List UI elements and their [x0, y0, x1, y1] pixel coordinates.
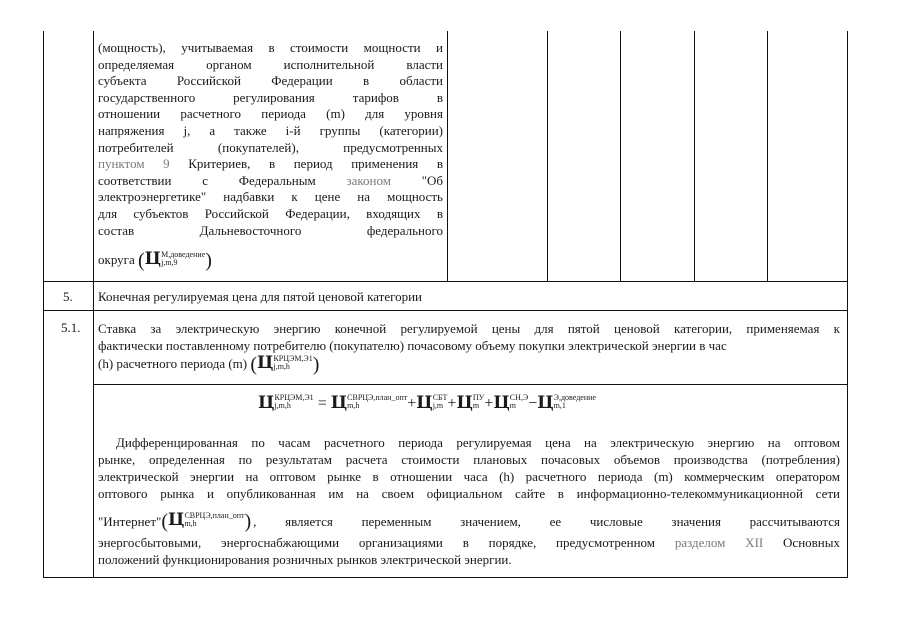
text-fragment: Дифференцированная по часам расчетного периода регулируемая цена на электрическую энергию на оптовом	[116, 435, 840, 450]
text-line: для субъектов Российской Федерации, входящих в	[98, 205, 443, 221]
formula-superscript: М,доведение	[161, 250, 206, 260]
text-fragment: (h) расчетного периода (m)	[98, 356, 248, 371]
link-razdel-xii[interactable]: разделом XII	[674, 535, 764, 550]
formula-superscript: СН,Э	[509, 393, 529, 403]
col-divider-number	[93, 31, 94, 578]
col-divider-1	[447, 31, 448, 281]
row-divider-3	[93, 384, 848, 385]
formula-symbol: Ц	[144, 249, 162, 269]
top-row-description	[98, 40, 443, 239]
text-fragment: Основных	[783, 535, 840, 550]
text-line: оптового рынка и опубликованная им на своем официальном сайте в информационно-телекоммуникационной сети	[98, 486, 840, 501]
row-formula-line	[98, 353, 319, 377]
main-formula	[258, 393, 596, 413]
row-title: Конечная регулируемая цена для пятой ценовой категории	[98, 289, 423, 304]
table-bottom-border	[43, 577, 848, 578]
row-number: 5.1.	[61, 320, 81, 335]
formula-indices	[554, 394, 596, 410]
formula-subscript: j,m,9	[161, 258, 178, 268]
formula-indices	[273, 355, 312, 371]
text-line: рынке, определенная по результатам расчета стоимости плановых почасовых объемов производства (потребления)	[98, 452, 840, 467]
paren-open: (	[161, 510, 168, 533]
row-divider-1	[43, 281, 848, 282]
formula-indices	[184, 512, 244, 528]
formula-symbol: Ц	[258, 393, 275, 413]
formula-operator: +	[407, 395, 417, 412]
text-fragment: энергосбытовыми, энергоснабжающими организациями в порядке, предусмотренном	[98, 535, 656, 550]
text-fragment: "Интернет"	[98, 513, 162, 529]
text-fragment: округа	[98, 252, 135, 267]
text-line: государственного регулирования тарифов в	[98, 89, 443, 105]
formula-superscript: КРЦЭМ,Э1	[274, 393, 314, 403]
text-line: фактически поставленному потребителю (покупателю) почасовому объему покупки электрической энергии в час	[98, 338, 727, 353]
formula-indices	[510, 394, 528, 410]
row-description	[98, 320, 840, 354]
text-line: субъекта Российской Федерации в области	[98, 73, 443, 89]
formula-subscript: j,m,h	[274, 401, 291, 411]
formula-superscript: ПУ	[472, 393, 485, 403]
text-fragment: Критериев, в период применения в	[169, 156, 443, 172]
text-line: напряжения j, а также i-й группы (категории)	[98, 122, 443, 138]
formula-symbol: Ц	[257, 353, 274, 373]
formula-indices	[473, 394, 484, 410]
text-line	[98, 434, 840, 451]
formula-subscript: m,1	[553, 401, 566, 411]
formula-superscript: СВРЦЭ,план_опт	[184, 511, 245, 521]
formula-superscript: КРЦЭМ,Э1	[273, 354, 313, 364]
row-divider-2	[43, 310, 848, 311]
paren-close: )	[205, 249, 212, 272]
explanation-paragraph	[98, 434, 840, 502]
formula-operator: −	[528, 395, 538, 412]
col-divider-4	[694, 31, 695, 281]
paren-close: )	[312, 353, 320, 376]
formula-symbol: Ц	[330, 393, 348, 413]
text-line-with-link	[98, 156, 443, 173]
formula-symbol: Ц	[416, 393, 433, 413]
formula-superscript: Э,доведение	[553, 393, 596, 403]
formula-superscript: СБТ	[432, 393, 448, 403]
inline-formula	[161, 510, 251, 534]
col-divider-2	[547, 31, 548, 281]
col-divider-5	[767, 31, 768, 281]
formula-symbol: Ц	[168, 510, 185, 530]
text-line: электроэнергетике" надбавки к цене на мощность	[98, 189, 443, 205]
paren-open: (	[250, 353, 258, 376]
formula-superscript: СВРЦЭ,план_опт	[347, 393, 408, 403]
formula-subscript: j,m,h	[273, 362, 290, 372]
top-row-formula-line	[98, 249, 212, 273]
formula-subscript: m,h	[347, 401, 360, 411]
link-zakon[interactable]: законом	[346, 172, 391, 188]
link-punkt-9[interactable]: пунктом 9	[98, 156, 170, 172]
text-line: отношении расчетного периода (m) для уровня	[98, 106, 443, 122]
table-right-border	[847, 31, 848, 578]
paren-close: )	[244, 510, 252, 533]
formula-subscript: j,m	[432, 401, 444, 411]
formula-operator: +	[447, 395, 457, 412]
paragraph-continuation	[98, 534, 840, 568]
formula-indices	[347, 394, 407, 410]
formula-operator: +	[484, 395, 494, 412]
text-fragment: , является переменным значением, ее числовые значения рассчитываются	[253, 513, 840, 529]
formula-indices	[274, 394, 313, 410]
formula-subscript: m	[472, 401, 480, 411]
text-fragment: "Об	[421, 172, 444, 188]
paragraph-formula-line	[98, 510, 840, 534]
text-line: электрической энергии на оптовом рынке в отношении часа (h) расчетного периода (m) коммерческим оператором	[98, 469, 840, 484]
text-line-with-link	[98, 173, 443, 190]
formula-subscript: m,h	[184, 519, 197, 529]
text-line: (мощность), учитываемая в стоимости мощности и	[98, 40, 443, 55]
row-number: 5.	[63, 289, 73, 304]
col-divider-3	[620, 31, 621, 281]
formula-symbol: Ц	[456, 393, 473, 413]
paren-open: (	[138, 249, 145, 272]
text-line-with-link	[98, 534, 840, 551]
formula-symbol: Ц	[493, 393, 510, 413]
text-line: потребителей (покупателей), предусмотренных	[98, 139, 443, 155]
formula-subscript: m	[509, 401, 517, 411]
formula-symbol: Ц	[537, 393, 554, 413]
text-line: состав Дальневосточного федерального	[98, 222, 443, 238]
text-line: Ставка за электрическую энергию конечной регулируемой цены для пятой ценовой категории, применяемая к	[98, 321, 840, 336]
text-fragment: соответствии с Федеральным	[98, 172, 316, 188]
formula-indices	[161, 251, 205, 267]
text-line: определяемая органом исполнительной власти	[98, 56, 443, 72]
formula-indices	[433, 394, 448, 410]
formula-operator: =	[317, 395, 327, 412]
table-left-border	[43, 31, 44, 578]
text-line: положений функционирования розничных рынков электрической энергии.	[98, 552, 512, 567]
